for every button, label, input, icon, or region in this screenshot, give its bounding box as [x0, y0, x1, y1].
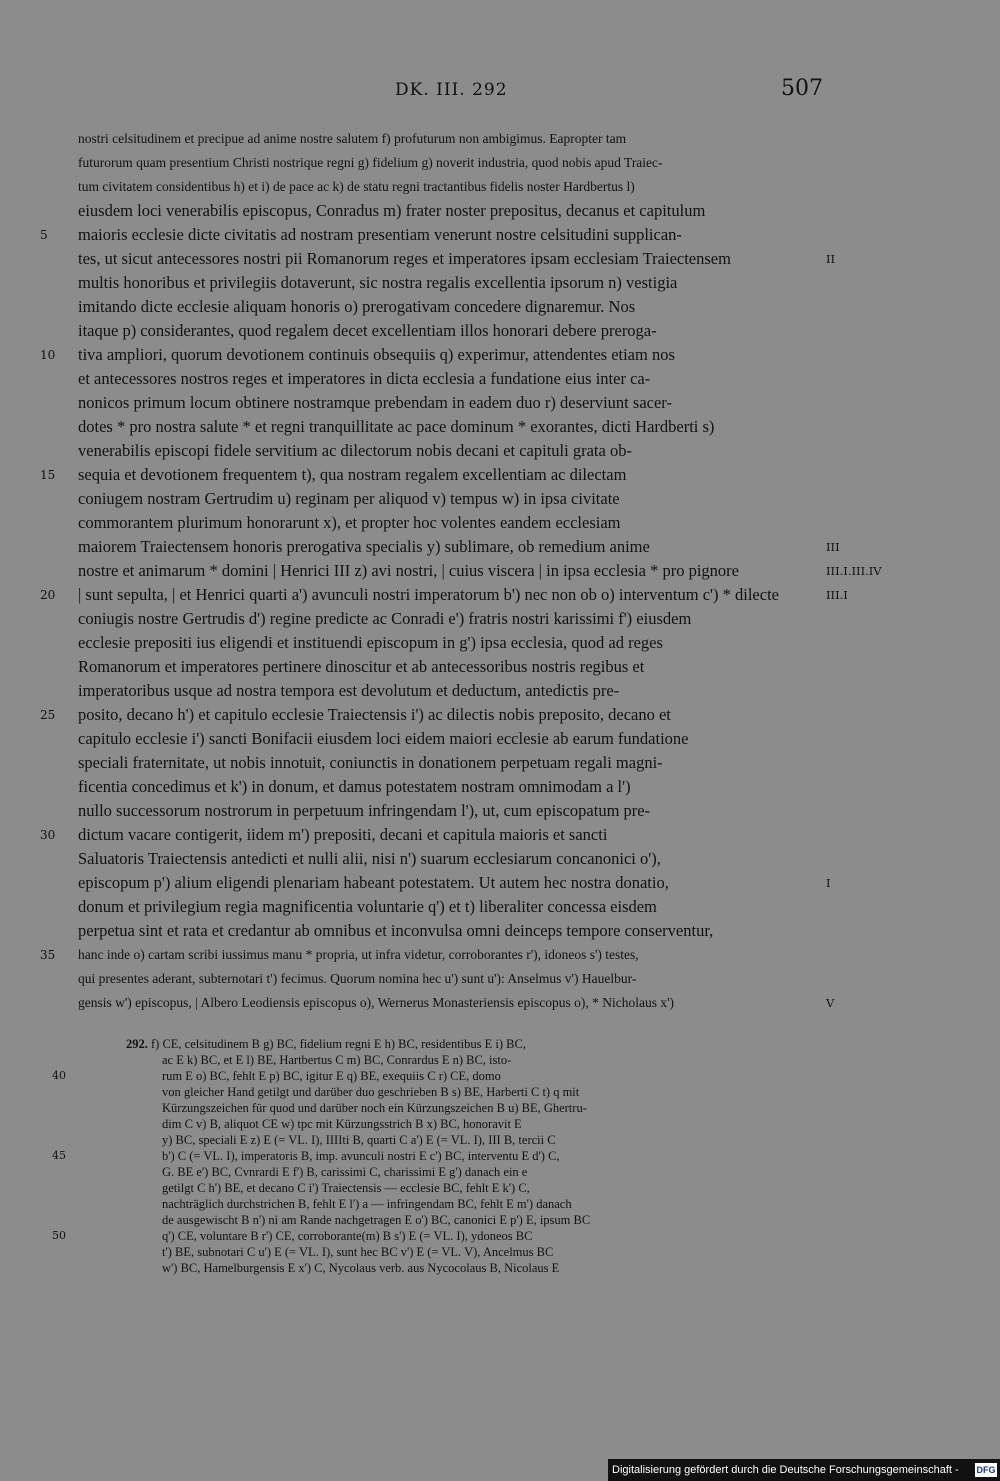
text-line: episcopum p') alium eligendi plenariam habeant potestatem. Ut autem hec nostra donatio, [78, 873, 669, 892]
text-line: itaque p) considerantes, quod regalem decet excellentiam illos honorari debere preroga- [78, 321, 657, 340]
line-number: 20 [40, 588, 56, 602]
text-line: donum et privilegium regia magnificentia voluntarie q') et t) liberaliter concessa eisdem [78, 897, 657, 916]
note-text: q') CE, voluntare B r') CE, corroborante(m) B s') E (= VL. I), ydoneos BC [162, 1229, 533, 1243]
text-line: coniugem nostram Gertrudim u) reginam per aliquod v) tempus w) in ipsa civitate [78, 489, 620, 508]
text-line: et antecessores nostros reges et imperatores in dicta ecclesia a fundatione eius inter ca- [78, 369, 651, 388]
note-line-number: 40 [52, 1069, 66, 1082]
note-text: von gleicher Hand getilgt und darüber duo geschrieben B s) BE, Harberti C t) q mit [162, 1085, 580, 1099]
margin-note: V [826, 996, 835, 1010]
note-text: nachträglich durchstrichen B, fehlt E l') a — infringendam BC, fehlt E m') danach [162, 1197, 572, 1211]
note-text: y) BC, speciali E z) E (= VL. I), IIIIti B, quarti C a') E (= VL. I), III B, tercii C [162, 1133, 556, 1147]
note-line [162, 1244, 822, 1260]
note-line [162, 1180, 822, 1196]
text-line: maioris ecclesie dicte civitatis ad nostram presentiam venerunt nostre celsitudini supplican- [78, 225, 682, 244]
text-line: posito, decano h') et capitulo ecclesie Traiectensis i') ac dilectis nobis preposito, decano et [78, 705, 671, 724]
note-line [126, 1036, 822, 1052]
text-line: Saluatoris Traiectensis antedicti et nulli alii, nisi n') suarum ecclesiarum concanonici o'), [78, 849, 661, 868]
funding-text: Digitalisierung gefördert durch die Deutsche Forschungsgemeinschaft - [612, 1464, 959, 1476]
margin-note: II [826, 252, 836, 266]
note-text: t') BE, subnotari C u') E (= VL. I), sunt hec BC v') E (= VL. V), Ancelmus BC [162, 1245, 554, 1259]
text-line: tiva ampliori, quorum devotionem continuis obsequiis q) experimur, attendentes etiam nos [78, 345, 675, 364]
note-text: dim C v) B, aliquot CE w) tpc mit Kürzungsstrich B x) BC, honoravit E [162, 1117, 522, 1131]
text-line: tes, ut sicut antecessores nostri pii Romanorum reges et imperatores ipsam ecclesiam Traiectensem [78, 249, 731, 268]
page-number: 507 [781, 76, 823, 101]
text-line: gensis w') episcopus, | Albero Leodiensis episcopus o), Wernerus Monasteriensis episcopus o), * Nicholaus x') [78, 995, 675, 1010]
text-line: dictum vacare contigerit, iidem m') prepositi, decani et capitula maioris et sancti [78, 825, 608, 844]
note-line [162, 1100, 822, 1116]
text-line: venerabilis episcopi fidele servitium ac dilectorum nobis decani et capituli grata ob- [78, 441, 632, 460]
text-line: commorantem plurimum honorarunt x), et propter hoc volentes eandem ecclesiam [78, 513, 621, 532]
note-line-number: 50 [52, 1229, 66, 1242]
line-number: 15 [40, 468, 56, 482]
margin-note: III [826, 540, 840, 554]
text-line: speciali fraternitate, ut nobis innotuit, coniunctis in donationem perpetuam regali magni- [78, 753, 663, 772]
note-line-number: 45 [52, 1149, 66, 1162]
text-line: maiorem Traiectensem honoris prerogativa specialis y) sublimare, ob remedium anime [78, 537, 650, 556]
text-line: capitulo ecclesie i') sancti Bonifacii eiusdem loci eidem maiori ecclesie ab earum fundatione [78, 729, 689, 748]
text-line: dotes * pro nostra salute * et regni tranquillitate ac pace dominum * exorantes, dicti Hardberti s) [78, 417, 715, 436]
text-line: ecclesie prepositi ius eligendi et instituendi episcopum in g') ipsa ecclesia, quod ad reges [78, 633, 663, 652]
text-line: ficentia concedimus et k') in donum, et damus potestatem nostram omnimodam a l') [78, 777, 631, 796]
text-line: coniugis nostre Gertrudis d') regine predicte ac Conradi e') fratris nostri karissimi f') eiusdem [78, 609, 692, 628]
note-line [162, 1132, 822, 1148]
line-number: 35 [40, 948, 56, 962]
text-line: nostre et animarum * domini | Henrici III z) avi nostri, | cuius viscera | in ipsa ecclesia * pro pignore [78, 561, 739, 580]
note-text: G. BE e') BC, Cvnrardi E f') B, carissimi C, charissimi E g') danach ein e [162, 1165, 528, 1179]
note-text: b') C (= VL. I), imperatoris B, imp. avunculi nostri E c') BC, interventu E d') C, [162, 1149, 560, 1163]
note-line [162, 1068, 822, 1084]
margin-note: I [826, 876, 831, 890]
note-text: rum E o) BC, fehlt E p) BC, igitur E q) BE, exequiis C r) CE, domo [162, 1069, 501, 1083]
note-line [162, 1148, 822, 1164]
text-line: hanc inde o) cartam scribi iussimus manu * propria, ut infra videtur, corroborantes r'), idoneos s') testes, [78, 947, 639, 962]
text-line: nostri celsitudinem et precipue ad anime nostre salutem f) profuturum non ambigimus. Eapropter tam [78, 131, 627, 146]
note-text: Kürzungszeichen für quod und darüber noch ein Kürzungszeichen B u) BE, Ghertru- [162, 1101, 587, 1115]
line-number: 5 [40, 228, 48, 242]
note-text: w') BC, Hamelburgensis E x') C, Nycolaus verb. aus Nycocolaus B, Nicolaus E [162, 1261, 560, 1275]
note-line [162, 1228, 822, 1244]
text-line: futurorum quam presentium Christi nostrique regni g) fidelium g) noverit industria, quod nobis apud Traiec- [78, 155, 663, 170]
funding-banner [608, 1459, 1000, 1481]
text-line: qui presentes aderant, subternotari t') fecimus. Quorum nomina hec u') sunt u'): Anselmus v') Hauelbur- [78, 971, 637, 986]
note-line [162, 1164, 822, 1180]
page-header [0, 76, 1000, 104]
line-number: 10 [40, 348, 56, 362]
note-line [162, 1212, 822, 1228]
text-line: Romanorum et imperatores pertinere dinoscitur et ab antecessoribus nostris regibus et [78, 657, 645, 676]
running-head: DK. III. 292 [395, 80, 508, 100]
text-line: imitando dicte ecclesie aliquam honoris o) prerogativam concedere dignaremur. Nos [78, 297, 636, 316]
dfg-logo: DFG [976, 1465, 996, 1475]
text-line: | sunt sepulta, | et Henrici quarti a') avunculi nostri imperatorum b') nec non ob o) interventum c') * dilecte [78, 585, 779, 604]
note-text: ac E k) BC, et E l) BE, Hartbertus C m) BC, Conrardus E n) BC, isto- [162, 1053, 512, 1067]
note-line [162, 1196, 822, 1212]
margin-note: III.I [826, 588, 848, 602]
text-line: sequia et devotionem frequentem t), qua nostram regalem excellentiam ac dilectam [78, 465, 627, 484]
note-line [162, 1084, 822, 1100]
text-line: multis honoribus et privilegiis dotaverunt, sic nostra regalis excellentia ipsorum n) vestigia [78, 273, 678, 292]
margin-note: III.I.III.IV [826, 564, 882, 578]
text-line: imperatoribus usque ad nostra tempora est devolutum et deductum, antedictis pre- [78, 681, 620, 700]
text-line: tum civitatem considentibus h) et i) de pace ac k) de statu regni tractantibus fidelis noster Hardbertus l) [78, 179, 635, 194]
text-line: eiusdem loci venerabilis episcopus, Conradus m) frater noster prepositus, decanus et capitulum [78, 201, 706, 220]
line-number: 30 [40, 828, 56, 842]
note-line [162, 1052, 822, 1068]
note-line [162, 1116, 822, 1132]
text-line: nonicos primum locum obtinere nostramque prebendam in eadem duo r) deserviunt sacer- [78, 393, 672, 412]
text-line: nullo successorum nostrorum in perpetuum infringendam l'), ut, cum episcopatum pre- [78, 801, 651, 820]
text-line: perpetua sint et rata et credantur ab omnibus et inconvulsa omni deinceps tempore conserventur, [78, 921, 714, 940]
note-text: getilgt C h') BE, et decano C i') Traiectensis — ecclesie BC, fehlt E k') C, [162, 1181, 530, 1195]
line-number: 25 [40, 708, 56, 722]
note-text: de ausgewischt B n') ni am Rande nachgetragen E o') BC, canonici E p') E, ipsum BC [162, 1213, 591, 1227]
note-text: f) CE, celsitudinem B g) BC, fidelium regni E h) BC, residentibus E i) BC, [147, 1037, 526, 1051]
note-label: 292. [126, 1037, 148, 1051]
note-line [162, 1260, 822, 1276]
